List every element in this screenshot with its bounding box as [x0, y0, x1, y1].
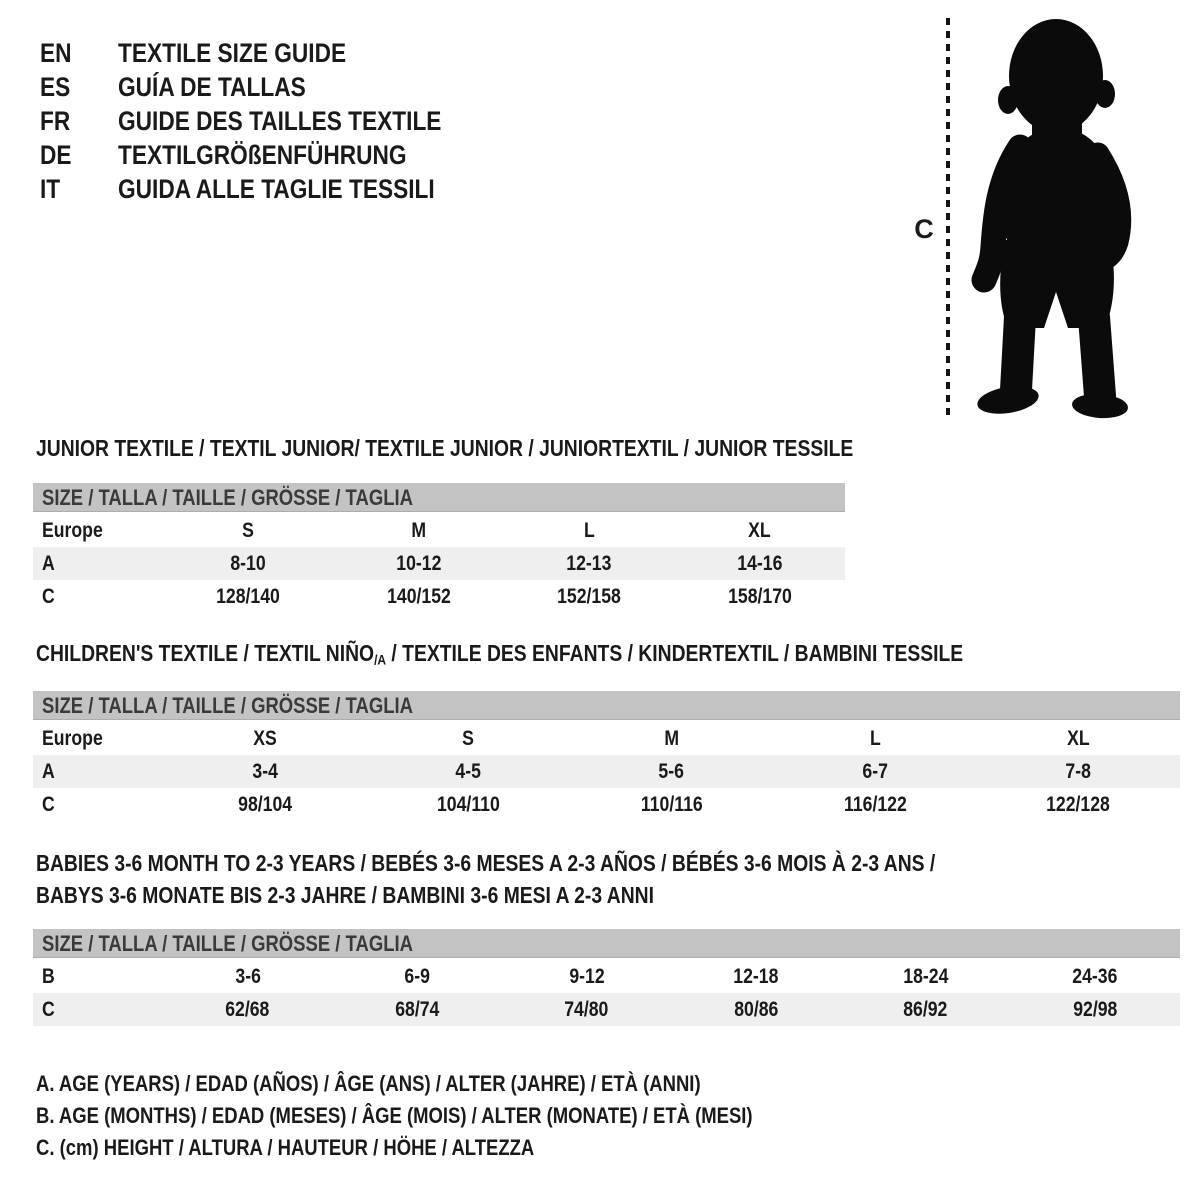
cell: 4-5 — [455, 760, 481, 783]
cell: 74/80 — [564, 998, 609, 1021]
table-row — [33, 514, 845, 547]
children-size-table — [33, 691, 1180, 821]
language-title-list — [40, 36, 503, 206]
cell: L — [583, 519, 595, 542]
row-label: C — [42, 793, 55, 816]
lang-title: GUIDE DES TAILLES TEXTILE — [118, 106, 442, 136]
cell: 8-10 — [230, 552, 266, 575]
lang-title: TEXTILE SIZE GUIDE — [118, 38, 347, 68]
lang-code: IT — [40, 174, 61, 204]
nino-a-subscript: /A — [374, 652, 387, 669]
size-header-bar: SIZE / TALLA / TAILLE / GRÖSSE / TAGLIA — [33, 691, 1180, 720]
height-measure-label: C — [914, 214, 934, 244]
cell: XL — [1067, 727, 1090, 750]
row-label: C — [42, 585, 55, 608]
lang-row-en — [40, 36, 503, 70]
lang-title: GUÍA DE TALLAS — [118, 72, 306, 102]
cell: 6-9 — [404, 965, 430, 988]
legend-line-b: B. AGE (MONTHS) / EDAD (MESES) / ÂGE (MOIS) / ALTER (MONATE) / ETÀ (MESI) — [36, 1103, 753, 1128]
legend-line-c: C. (cm) HEIGHT / ALTURA / HAUTEUR / HÖHE / ALTEZZA — [36, 1135, 535, 1160]
cell: 86/92 — [903, 998, 948, 1021]
lang-row-it — [40, 172, 503, 206]
cell: 18-24 — [903, 965, 949, 988]
table-row — [33, 755, 1180, 788]
cell: 104/110 — [436, 793, 500, 816]
row-label: A — [42, 760, 55, 783]
cell: 3-6 — [234, 965, 261, 988]
height-measure-dashed-line — [946, 18, 950, 418]
cell: 24-36 — [1072, 965, 1118, 988]
cell: 7-8 — [1065, 760, 1092, 783]
lang-code: FR — [40, 106, 71, 136]
table-row — [33, 722, 1180, 755]
row-label: Europe — [42, 519, 103, 542]
toddler-silhouette-icon — [958, 12, 1148, 427]
cell: 80/86 — [734, 998, 779, 1021]
row-label: C — [42, 998, 55, 1021]
lang-row-de — [40, 138, 503, 172]
cell: 110/116 — [640, 793, 703, 816]
cell: XL — [748, 519, 772, 542]
cell: XS — [252, 727, 277, 750]
cell: 6-7 — [862, 760, 888, 783]
lang-code: EN — [40, 38, 72, 68]
lang-title: TEXTILGRÖßENFÜHRUNG — [118, 140, 407, 170]
cell: 62/68 — [225, 998, 270, 1021]
cell: S — [242, 519, 255, 542]
size-header-bar: SIZE / TALLA / TAILLE / GRÖSSE / TAGLIA — [33, 483, 845, 512]
junior-section-heading: JUNIOR TEXTILE / TEXTIL JUNIOR/ TEXTILE JUNIOR / JUNIORTEXTIL / JUNIOR TESSILE — [36, 435, 854, 461]
lang-title: GUIDA ALLE TAGLIE TESSILI — [118, 174, 435, 204]
lang-row-es — [40, 70, 503, 104]
cell: 12-13 — [566, 552, 612, 575]
table-row — [33, 580, 845, 613]
size-header-bar: SIZE / TALLA / TAILLE / GRÖSSE / TAGLIA — [33, 929, 1180, 958]
cell: 92/98 — [1073, 998, 1118, 1021]
cell: 152/158 — [557, 585, 622, 608]
cell: M — [664, 727, 679, 750]
cell: L — [869, 727, 881, 750]
table-row — [33, 960, 1180, 993]
cell: 158/170 — [727, 585, 792, 608]
cell: 68/74 — [395, 998, 440, 1021]
table-row — [33, 993, 1180, 1026]
cell: 122/128 — [1046, 793, 1111, 816]
lang-code: DE — [40, 140, 72, 170]
cell: 3-4 — [251, 760, 278, 783]
lang-row-fr — [40, 104, 503, 138]
row-label: Europe — [42, 727, 103, 750]
cell: S — [462, 727, 474, 750]
junior-size-table — [33, 483, 845, 613]
cell: 12-18 — [733, 965, 779, 988]
cell: M — [411, 519, 427, 542]
cell: 116/122 — [843, 793, 907, 816]
cell: 14-16 — [737, 552, 783, 575]
legend — [36, 1068, 889, 1164]
cell: 10-12 — [396, 552, 442, 575]
table-row — [33, 547, 845, 580]
row-label: A — [42, 552, 55, 575]
children-section-heading: CHILDREN'S TEXTILE / TEXTIL $NIÑO_{/A}$ / TEXTILE DES ENFANTS / KINDERTEXTIL / BAMBINI TESSILE — [36, 640, 964, 669]
legend-line-a: A. AGE (YEARS) / EDAD (AÑOS) / ÂGE (ANS) / ALTER (JAHRE) / ETÀ (ANNI) — [36, 1071, 701, 1096]
cell: 9-12 — [569, 965, 605, 988]
cell: 5-6 — [658, 760, 685, 783]
lang-code: ES — [40, 72, 71, 102]
cell: 98/104 — [237, 793, 292, 816]
cell: 128/140 — [216, 585, 281, 608]
row-label: B — [42, 965, 55, 988]
table-row — [33, 788, 1180, 821]
babies-section-heading: BABIES 3-6 MONTH TO 2-3 YEARS / BEBÉS 3-6 MESES A 2-3 AÑOS / BÉBÉS 3-6 MOIS À 2-3 ANS / BABYS 3-6 MONATE BIS 2-3 JAHRE / BAMBINI 3-6 MESI A 2-3 ANNI — [36, 850, 936, 908]
cell: 140/152 — [386, 585, 451, 608]
babies-size-table — [33, 929, 1180, 1026]
